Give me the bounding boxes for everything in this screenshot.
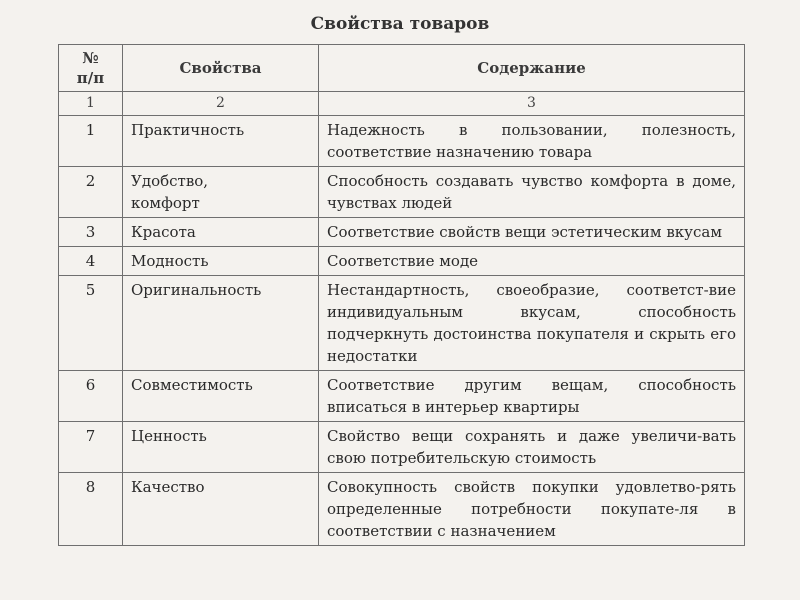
header-num: № п/п [59, 45, 123, 92]
row-property: Красота [123, 218, 319, 247]
row-number: 1 [59, 116, 123, 167]
column-numbering-row [59, 92, 745, 116]
table-row [59, 116, 745, 167]
column-number: 3 [319, 92, 745, 116]
row-property: Удобство, комфорт [123, 167, 319, 218]
table-row [59, 218, 745, 247]
row-property: Качество [123, 473, 319, 546]
row-number: 7 [59, 422, 123, 473]
row-number: 3 [59, 218, 123, 247]
row-number: 4 [59, 247, 123, 276]
row-property: Практичность [123, 116, 319, 167]
row-number: 6 [59, 371, 123, 422]
table-header-row [59, 45, 745, 92]
row-property: Модность [123, 247, 319, 276]
row-property: Совместимость [123, 371, 319, 422]
table-row [59, 247, 745, 276]
row-content: Способность создавать чувство комфорта в доме, чувствах людей [319, 167, 745, 218]
row-content: Надежность в пользовании, полезность, соответствие назначению товара [319, 116, 745, 167]
row-number: 5 [59, 276, 123, 371]
row-content: Соответствие моде [319, 247, 745, 276]
column-number: 1 [59, 92, 123, 116]
header-property: Свойства [123, 45, 319, 92]
column-number: 2 [123, 92, 319, 116]
table-row [59, 422, 745, 473]
table-row [59, 473, 745, 546]
row-property: Ценность [123, 422, 319, 473]
row-property: Оригинальность [123, 276, 319, 371]
row-content: Соответствие другим вещам, способность вписаться в интерьер квартиры [319, 371, 745, 422]
row-content: Соответствие свойств вещи эстетическим вкусам [319, 218, 745, 247]
row-content: Совокупность свойств покупки удовлетво-рять определенные потребности покупате-ля в соответствии с назначением [319, 473, 745, 546]
header-content: Содержание [319, 45, 745, 92]
row-number: 8 [59, 473, 123, 546]
row-content: Нестандартность, своеобразие, соответст-вие индивидуальным вкусам, способность подчеркнуть достоинства покупателя и скрыть его недостатки [319, 276, 745, 371]
row-content: Свойство вещи сохранять и даже увеличи-вать свою потребительскую стоимость [319, 422, 745, 473]
page-title: Свойства товаров [310, 14, 490, 34]
row-number: 2 [59, 167, 123, 218]
table-row [59, 276, 745, 371]
properties-table [58, 44, 745, 546]
table-row [59, 167, 745, 218]
table-row [59, 371, 745, 422]
